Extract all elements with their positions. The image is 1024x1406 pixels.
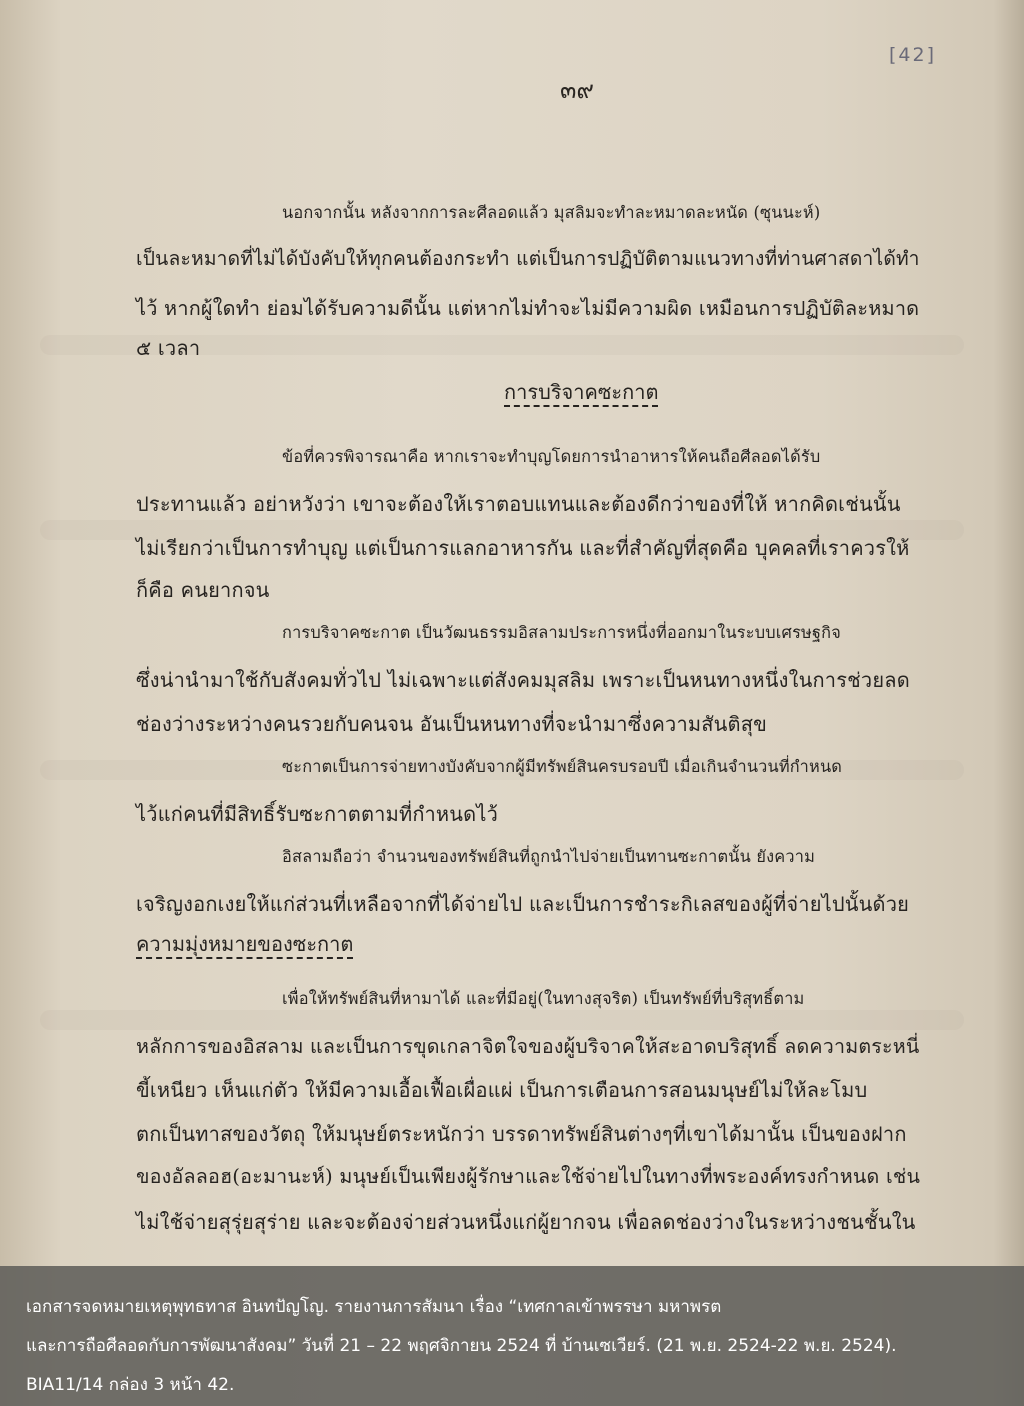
paragraph-line: หลักการของอิสลาม และเป็นการขุดเกลาจิตใจของผู้บริจาคให้สะอาดบริสุทธิ์ ลดความตระหนี่	[136, 1035, 920, 1058]
caption-line: BIA11/14 กล่อง 3 หน้า 42.	[26, 1375, 235, 1395]
paragraph-line: ไม่ใช้จ่ายสุรุ่ยสุร่าย และจะต้องจ่ายส่วนหนึ่งแก่ผู้ยากจน เพื่อลดช่องว่างในระหว่างชนชั้นใน	[136, 1210, 916, 1234]
section-heading: ความมุ่งหมายของซะกาต	[136, 932, 354, 956]
paragraph-line: ขี้เหนียว เห็นแก่ตัว ให้มีความเอื้อเฟื้อเผื่อแผ่ เป็นการเตือนการสอนมนุษย์ไม่ให้ละโมบ	[136, 1078, 868, 1102]
paragraph-line: นอกจากนั้น หลังจากการละศีลอดแล้ว มุสลิมจะทำละหมาดละหนัด (ซุนนะห์)	[282, 203, 821, 222]
page-number: ๓๙	[560, 76, 594, 104]
caption-line: เอกสารจดหมายเหตุพุทธทาส อินทปัญโญ. รายงานการสัมนา เรื่อง “เทศกาลเข้าพรรษา มหาพรต	[26, 1297, 722, 1317]
paragraph-line: ไว้แก่คนที่มีสิทธิ์รับซะกาตตามที่กำหนดไว้	[136, 802, 499, 826]
section-heading: การบริจาคซะกาต	[504, 380, 659, 404]
paragraph-line: ซะกาตเป็นการจ่ายทางบังคับจากผู้มีทรัพย์สินครบรอบปี เมื่อเกินจำนวนที่กำหนด	[282, 757, 843, 776]
paragraph-line: ๕ เวลา	[136, 336, 201, 360]
paragraph-line: อิสลามถือว่า จำนวนของทรัพย์สินที่ถูกนำไปจ่ายเป็นทานซะกาตนั้น ยังความ	[282, 847, 816, 866]
paragraph-line: ของอัลลอฮ(อะมานะห์) มนุษย์เป็นเพียงผู้รักษาและใช้จ่ายไปในทางที่พระองค์ทรงกำหนด เช่น	[136, 1165, 921, 1188]
paragraph-line: ช่องว่างระหว่างคนรวยกับคนจน อันเป็นหนทางที่จะนำมาซึ่งความสันติสุข	[136, 712, 768, 736]
show-through-band	[40, 1010, 964, 1030]
paragraph-line: เพื่อให้ทรัพย์สินที่หามาได้ และที่มีอยู่(ในทางสุจริต) เป็นทรัพย์ที่บริสุทธิ์ตาม	[282, 989, 805, 1008]
paragraph-line: การบริจาคซะกาต เป็นวัฒนธรรมอิสลามประการหนึ่งที่ออกมาในระบบเศรษฐกิจ	[282, 623, 842, 642]
archive-reference: [42]	[888, 44, 936, 66]
paragraph-line: ไว้ หากผู้ใดทำ ย่อมได้รับความดีนั้น แต่หากไม่ทำจะไม่มีความผิด เหมือนการปฏิบัติละหมาด	[136, 297, 920, 320]
paragraph-line: ประทานแล้ว อย่าหวังว่า เขาจะต้องให้เราตอบแทนและต้องดีกว่าของที่ให้ หากคิดเช่นนั้น	[136, 492, 901, 516]
paragraph-line: ซึ่งน่านำมาใช้กับสังคมทั่วไป ไม่เฉพาะแต่สังคมมุสลิม เพราะเป็นหนทางหนึ่งในการช่วยลด	[136, 668, 910, 692]
paragraph-line: ไม่เรียกว่าเป็นการทำบุญ แต่เป็นการแลกอาหารกัน และที่สำคัญที่สุดคือ บุคคลที่เราควรให้	[136, 536, 910, 560]
archive-caption	[0, 1266, 1024, 1406]
paragraph-line: เป็นละหมาดที่ไม่ได้บังคับให้ทุกคนต้องกระทำ แต่เป็นการปฏิบัติตามแนวทางที่ท่านศาสดาได้ทำ	[136, 247, 920, 270]
paragraph-line: ข้อที่ควรพิจารณาคือ หากเราจะทำบุญโดยการนำอาหารให้คนถือศีลอดได้รับ	[282, 447, 821, 466]
paragraph-line: เจริญงอกเงยให้แก่ส่วนที่เหลือจากที่ได้จ่ายไป และเป็นการชำระกิเลสของผู้ที่จ่ายไปนั้นด้วย	[136, 892, 910, 916]
paragraph-line: ตกเป็นทาสของวัตถุ ให้มนุษย์ตระหนักว่า บรรดาทรัพย์สินต่างๆที่เขาได้มานั้น เป็นของฝาก	[136, 1122, 907, 1146]
caption-line: และการถือศีลอดกับการพัฒนาสังคม” วันที่ 21 – 22 พฤศจิกายน 2524 ที่ บ้านเซเวียร์. (21 พ.ย. 2524-22 พ.ย. 2524).	[26, 1336, 897, 1356]
paragraph-line: ก็คือ คนยากจน	[136, 578, 270, 602]
